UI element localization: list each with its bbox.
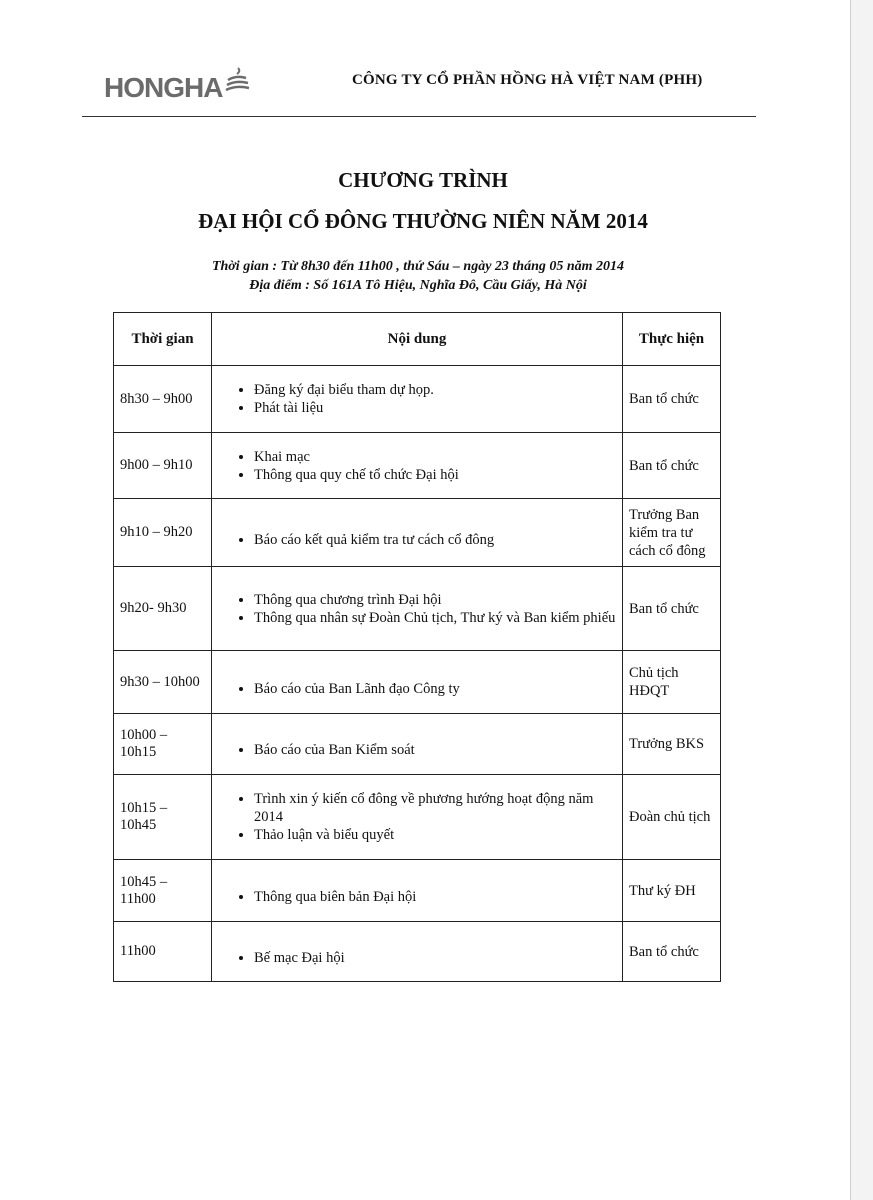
meeting-place: Địa điểm : Số 161A Tô Hiệu, Nghĩa Đô, Cầu Giấy, Hà Nội bbox=[249, 278, 587, 293]
row-content bbox=[212, 714, 623, 775]
content-item: • Thông qua biên bản Đại hội bbox=[254, 888, 616, 906]
row-time: 11h00 bbox=[114, 922, 212, 982]
content-item: • Báo cáo kết quả kiểm tra tư cách cổ đông bbox=[254, 531, 616, 549]
row-time: 9h10 – 9h20 bbox=[114, 499, 212, 567]
table-row bbox=[114, 499, 721, 567]
content-item: • Thông qua chương trình Đại hội bbox=[254, 591, 616, 609]
company-logo bbox=[104, 66, 250, 102]
row-exec: Đoàn chủ tịch bbox=[623, 775, 721, 860]
content-item: • Trình xin ý kiến cổ đông về phương hướng hoạt động năm 2014 bbox=[254, 790, 616, 826]
row-exec: Chủ tịch HĐQT bbox=[623, 651, 721, 714]
row-time: 10h00 – 10h15 bbox=[114, 714, 212, 775]
row-time: 10h45 – 11h00 bbox=[114, 860, 212, 922]
content-item: • Khai mạc bbox=[254, 448, 616, 466]
page-edge bbox=[850, 0, 873, 1200]
row-content bbox=[212, 499, 623, 567]
row-content bbox=[212, 433, 623, 499]
company-name: CÔNG TY CỔ PHẦN HỒNG HÀ VIỆT NAM (PHH) bbox=[352, 72, 703, 88]
logo-text: HONGHA bbox=[104, 72, 223, 103]
meeting-time: Thời gian : Từ 8h30 đến 11h00 , thứ Sáu – ngày 23 tháng 05 năm 2014 bbox=[211, 259, 625, 274]
table-row bbox=[114, 567, 721, 651]
table-row bbox=[114, 922, 721, 982]
content-item: • Bế mạc Đại hội bbox=[254, 949, 616, 967]
content-item: • Thông qua quy chế tổ chức Đại hội bbox=[254, 466, 616, 484]
header-exec: Thực hiện bbox=[623, 313, 721, 366]
row-content bbox=[212, 366, 623, 433]
agenda-table bbox=[113, 312, 721, 982]
content-item: • Báo cáo của Ban Lãnh đạo Công ty bbox=[254, 680, 616, 698]
content-item: • Thảo luận và biểu quyết bbox=[254, 826, 616, 844]
table-row bbox=[114, 433, 721, 499]
row-exec: Trưởng Ban kiểm tra tư cách cổ đông bbox=[623, 499, 721, 567]
content-item: • Thông qua nhân sự Đoàn Chủ tịch, Thư ký và Ban kiểm phiếu bbox=[254, 609, 616, 627]
content-item: • Báo cáo của Ban Kiểm soát bbox=[254, 741, 616, 759]
header-time: Thời gian bbox=[114, 313, 212, 366]
table-row bbox=[114, 366, 721, 433]
row-time: 9h20- 9h30 bbox=[114, 567, 212, 651]
table-row bbox=[114, 860, 721, 922]
row-content bbox=[212, 567, 623, 651]
table-header-row bbox=[114, 313, 721, 366]
document-title: CHƯƠNG TRÌNH bbox=[338, 168, 508, 192]
row-content bbox=[212, 775, 623, 860]
row-time: 9h00 – 9h10 bbox=[114, 433, 212, 499]
row-time: 9h30 – 10h00 bbox=[114, 651, 212, 714]
table-row bbox=[114, 714, 721, 775]
row-exec: Ban tổ chức bbox=[623, 922, 721, 982]
content-item: • Phát tài liệu bbox=[254, 399, 616, 417]
row-exec: Trưởng BKS bbox=[623, 714, 721, 775]
row-exec: Ban tổ chức bbox=[623, 433, 721, 499]
table-row bbox=[114, 651, 721, 714]
header-content: Nội dung bbox=[212, 313, 623, 366]
table-row bbox=[114, 775, 721, 860]
row-exec: Ban tổ chức bbox=[623, 567, 721, 651]
row-time: 8h30 – 9h00 bbox=[114, 366, 212, 433]
row-content bbox=[212, 860, 623, 922]
row-content bbox=[212, 922, 623, 982]
document-subtitle: ĐẠI HỘI CỔ ĐÔNG THƯỜNG NIÊN NĂM 2014 bbox=[198, 209, 648, 233]
row-time: 10h15 – 10h45 bbox=[114, 775, 212, 860]
content-item: • Đăng ký đại biểu tham dự họp. bbox=[254, 381, 616, 399]
header-divider bbox=[82, 116, 756, 117]
row-content bbox=[212, 651, 623, 714]
logo-wave-icon bbox=[224, 66, 250, 96]
row-exec: Ban tổ chức bbox=[623, 366, 721, 433]
row-exec: Thư ký ĐH bbox=[623, 860, 721, 922]
